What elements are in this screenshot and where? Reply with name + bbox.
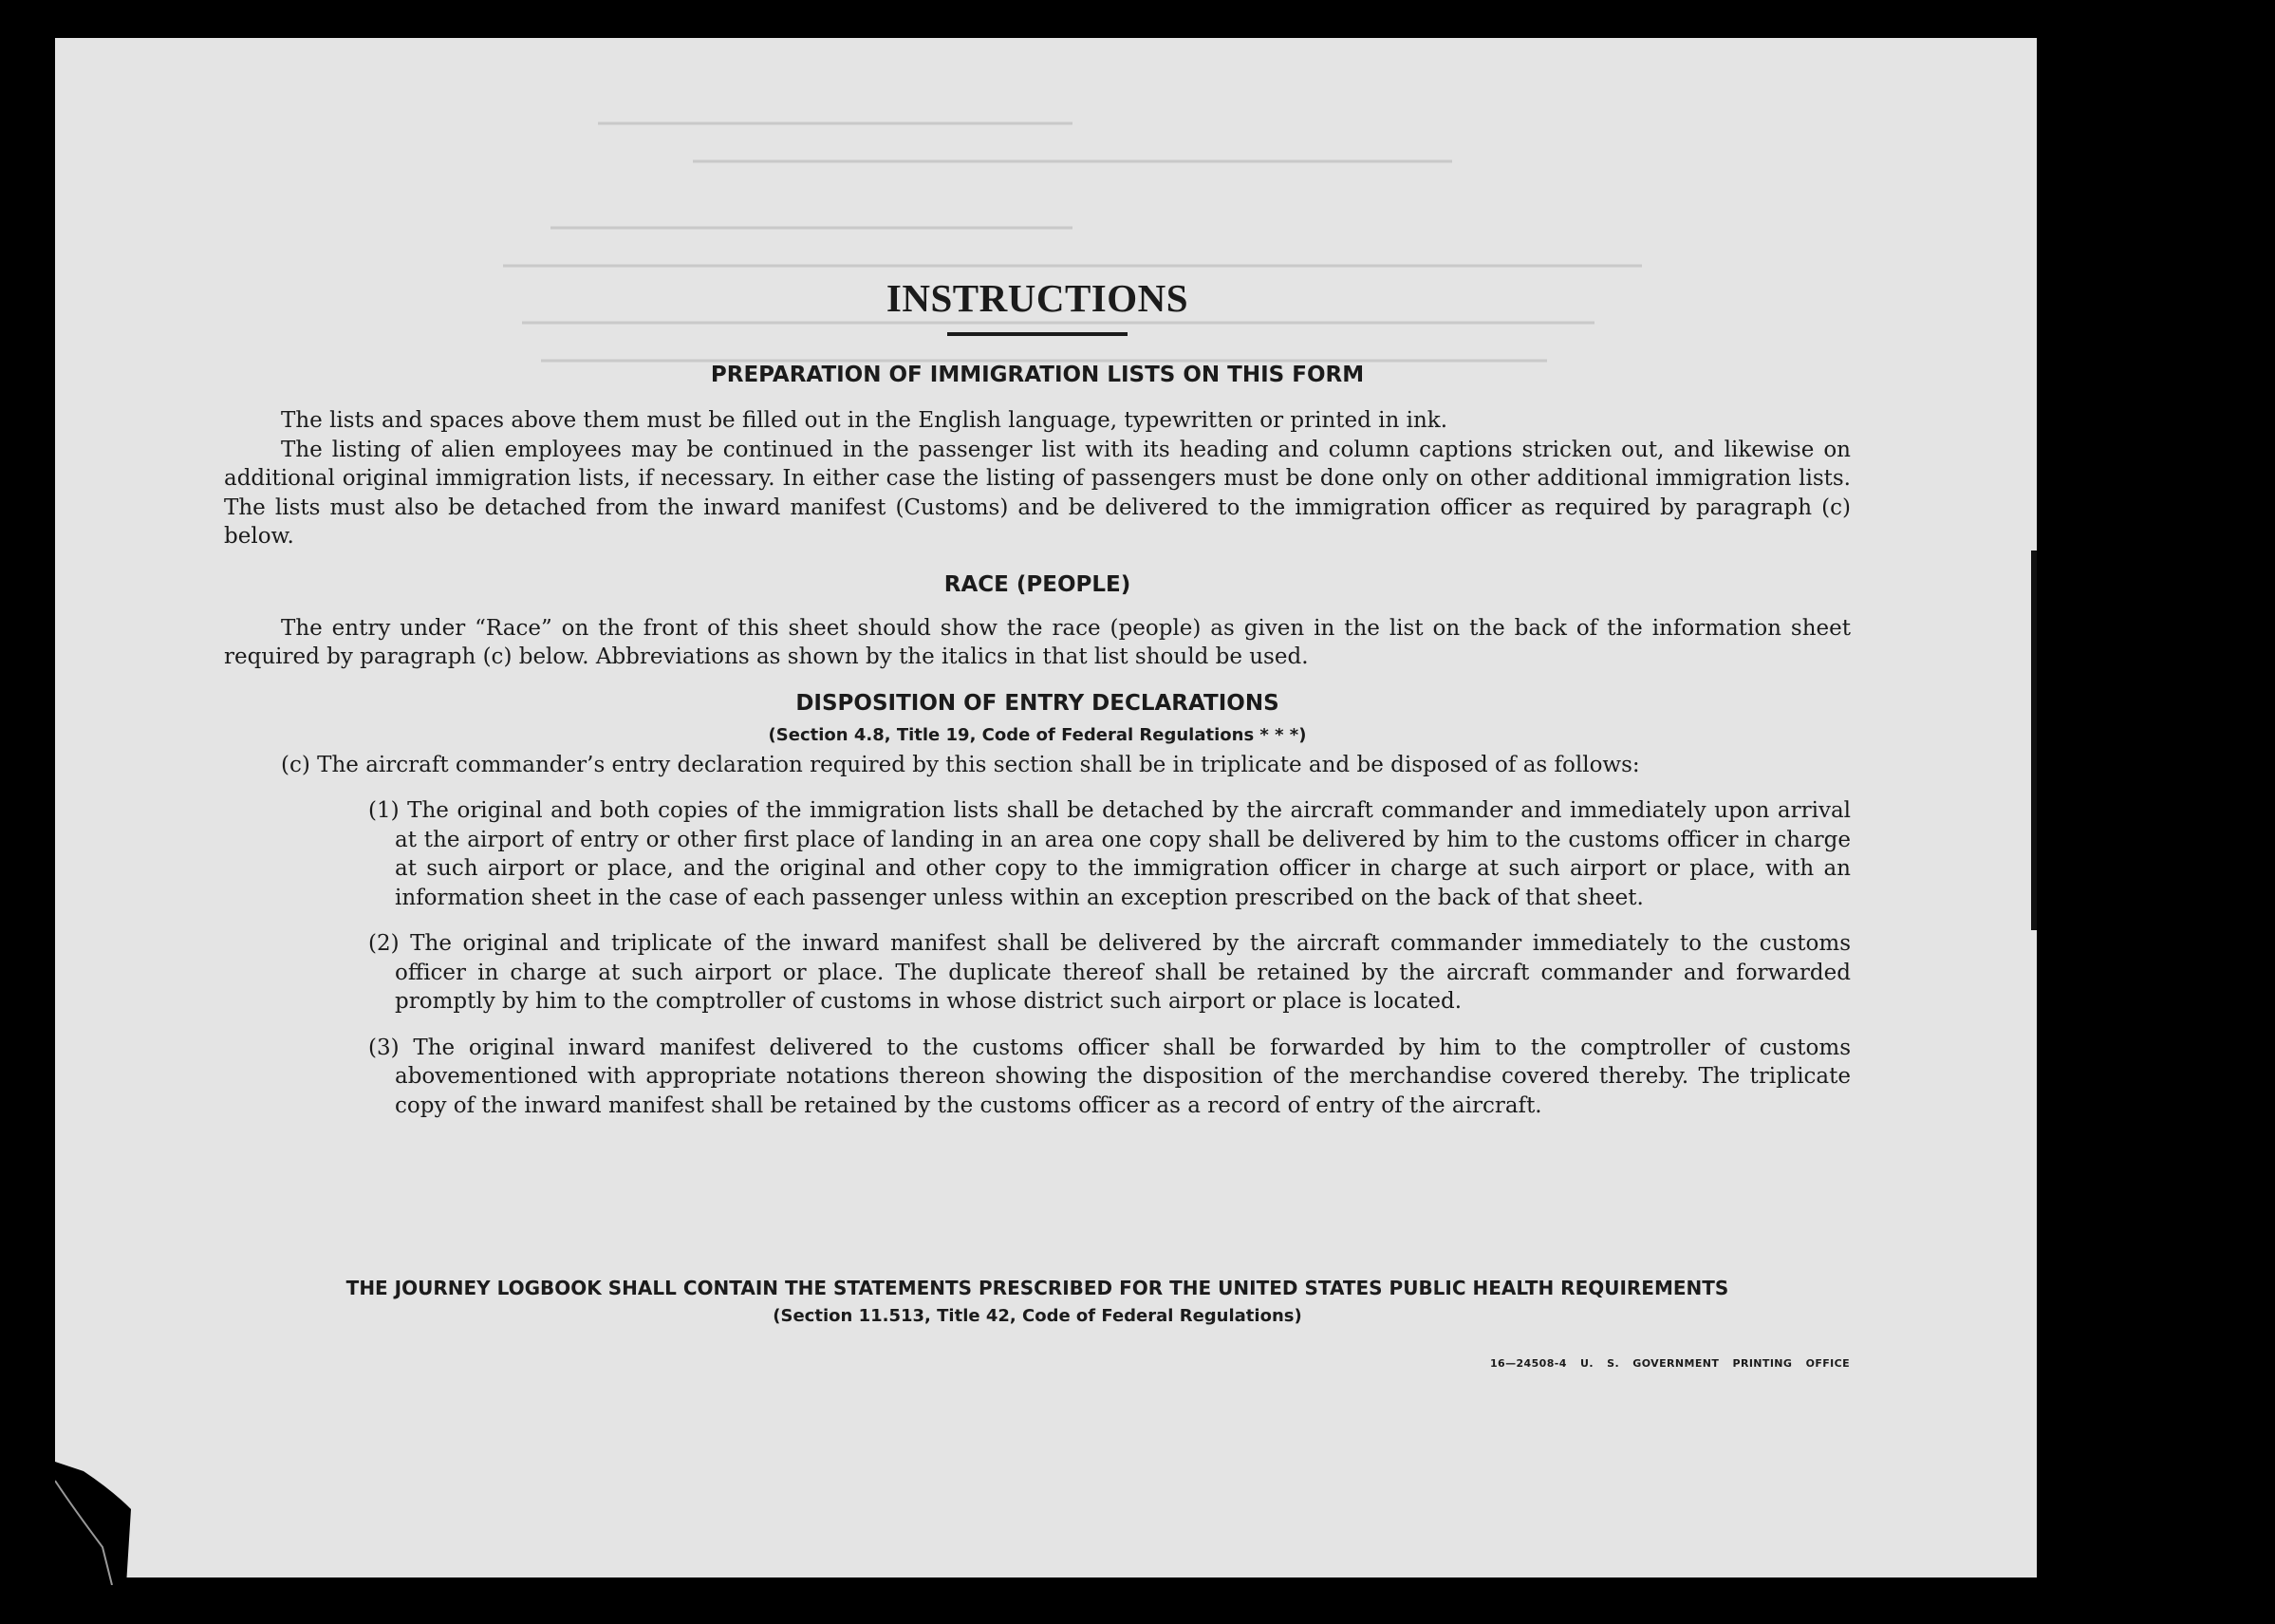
list-item-3: [224, 1034, 1851, 1121]
torn-corner: [55, 1462, 188, 1585]
instructions-body: [224, 275, 1851, 1120]
paragraph-c-intro: [224, 751, 1851, 780]
section-heading-race: RACE (PEOPLE): [943, 571, 1131, 597]
list-item-number: (1): [368, 798, 400, 823]
page-title: INSTRUCTIONS: [886, 276, 1189, 320]
list-item-1: [224, 796, 1851, 912]
scan-shadow: [2031, 551, 2037, 930]
section-heading-disposition: DISPOSITION OF ENTRY DECLARATIONS: [795, 690, 1279, 716]
paragraph-race-entry: The entry under “Race” on the front of this sheet should show the race (people) as given in the list on the back of the information sheet required by paragraph (c) below. Abbreviations as shown by the italics in that list should be used.: [224, 615, 1851, 669]
paragraph-language-requirement: The lists and spaces above them must be filled out in the English language, typewritten or printed in ink.: [281, 408, 1448, 433]
footer-citation: (Section 11.513, Title 42, Code of Federal Regulations): [773, 1306, 1302, 1326]
list-item-number: (3): [368, 1035, 400, 1060]
list-item-2: [224, 929, 1851, 1017]
paragraph-c-text: The aircraft commander’s entry declaration required by this section shall be in triplicate and be disposed of as follows:: [317, 752, 1640, 777]
paragraph-alien-employees: The listing of alien employees may be continued in the passenger list with its heading and column captions stricken out, and likewise on additional original immigration lists, if necessary. In either case the listing of passengers must be done only on other additional immigration lists. The lists must also be detached from the inward manifest (Customs) and be delivered to the immigration officer as required by paragraph (c) below.: [224, 437, 1851, 549]
printing-office-code: 16—24508-4 U. S. GOVERNMENT PRINTING OFFICE: [1490, 1357, 1851, 1370]
title-underline: [947, 332, 1128, 336]
footer-heading: THE JOURNEY LOGBOOK SHALL CONTAIN THE STATEMENTS PRESCRIBED FOR THE UNITED STATES PUBLIC HEALTH REQUIREMENTS: [345, 1277, 1729, 1299]
list-item-number: (2): [368, 931, 400, 956]
list-item-text: The original inward manifest delivered to the customs officer shall be forwarded by him to the comptroller of customs abovementioned with appropriate notations thereon showing the disposition of the merchandise covered thereby. The triplicate copy of the inward manifest shall be retained by the customs officer as a record of entry of the aircraft.: [395, 1035, 1851, 1118]
list-item-text: The original and both copies of the immigration lists shall be detached by the aircraft commander and immediately upon arrival at the airport of entry or other first place of landing in an area one copy shall be delivered by him to the customs officer in charge at such airport or place, and the original and other copy to the immigration officer in charge at such airport or place, with an information sheet in the case of each passenger unless within an exception prescribed on the back of that sheet.: [395, 798, 1852, 910]
section-heading-preparation: PREPARATION OF IMMIGRATION LISTS ON THIS FORM: [710, 363, 1365, 387]
paragraph-c-label: (c): [281, 752, 310, 777]
list-item-text: The original and triplicate of the inward manifest shall be delivered by the aircraft commander immediately to the customs officer in charge at such airport or place. The duplicate thereof shall be retained by the aircraft commander and forwarded promptly by him to the comptroller of customs in whose district such airport or place is located.: [395, 931, 1852, 1014]
disposition-citation: (Section 4.8, Title 19, Code of Federal Regulations * * *): [768, 724, 1307, 745]
